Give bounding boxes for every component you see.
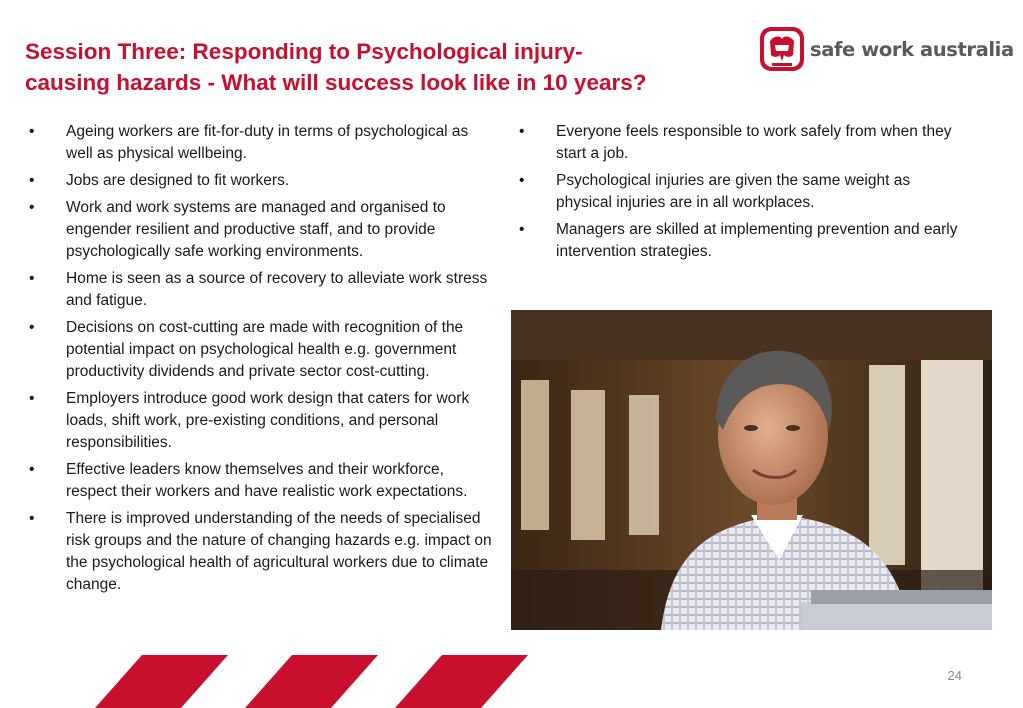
worker-photo	[511, 310, 992, 630]
logo-wordmark: safe work australia	[810, 37, 1014, 61]
list-item: • Managers are skilled at implementing prevention and early intervention strategies.	[514, 219, 962, 263]
right-bullet-list	[514, 121, 962, 268]
title-line-2: causing hazards - What will success look like in 10 years?	[25, 70, 647, 95]
list-item: • Jobs are designed to fit workers.	[24, 170, 496, 192]
list-item: • Home is seen as a source of recovery to alleviate work stress and fatigue.	[24, 268, 496, 312]
title-line-1: Session Three: Responding to Psychological injury-	[25, 39, 583, 64]
list-item: • There is improved understanding of the needs of specialised risk groups and the nature of changing hazards e.g. impact on the psychological health of agricultural workers due to climate change.	[24, 508, 496, 596]
left-bullet-list	[24, 121, 496, 601]
list-item: • Everyone feels responsible to work safely from when they start a job.	[514, 121, 962, 165]
list-item: • Decisions on cost-cutting are made with recognition of the potential impact on psychological health e.g. government productivity dividends and private sector cost-cutting.	[24, 317, 496, 383]
page-number: 24	[947, 668, 962, 683]
list-item: • Employers introduce good work design that caters for work loads, shift work, pre-existing conditions, and personal responsibilities.	[24, 388, 496, 454]
list-item: • Effective leaders know themselves and their workforce, respect their workers and have realistic work expectations.	[24, 459, 496, 503]
logo-emblem-icon	[758, 25, 806, 73]
decorative-stripes	[0, 655, 560, 708]
slide-title	[25, 36, 765, 98]
list-item: • Psychological injuries are given the same weight as physical injuries are in all workplaces.	[514, 170, 962, 214]
list-item: • Work and work systems are managed and organised to engender resilient and productive staff, and to provide psychologically safe working environments.	[24, 197, 496, 263]
safe-work-australia-logo	[758, 24, 1014, 74]
list-item: • Ageing workers are fit-for-duty in terms of psychological as well as physical wellbeing.	[24, 121, 496, 165]
